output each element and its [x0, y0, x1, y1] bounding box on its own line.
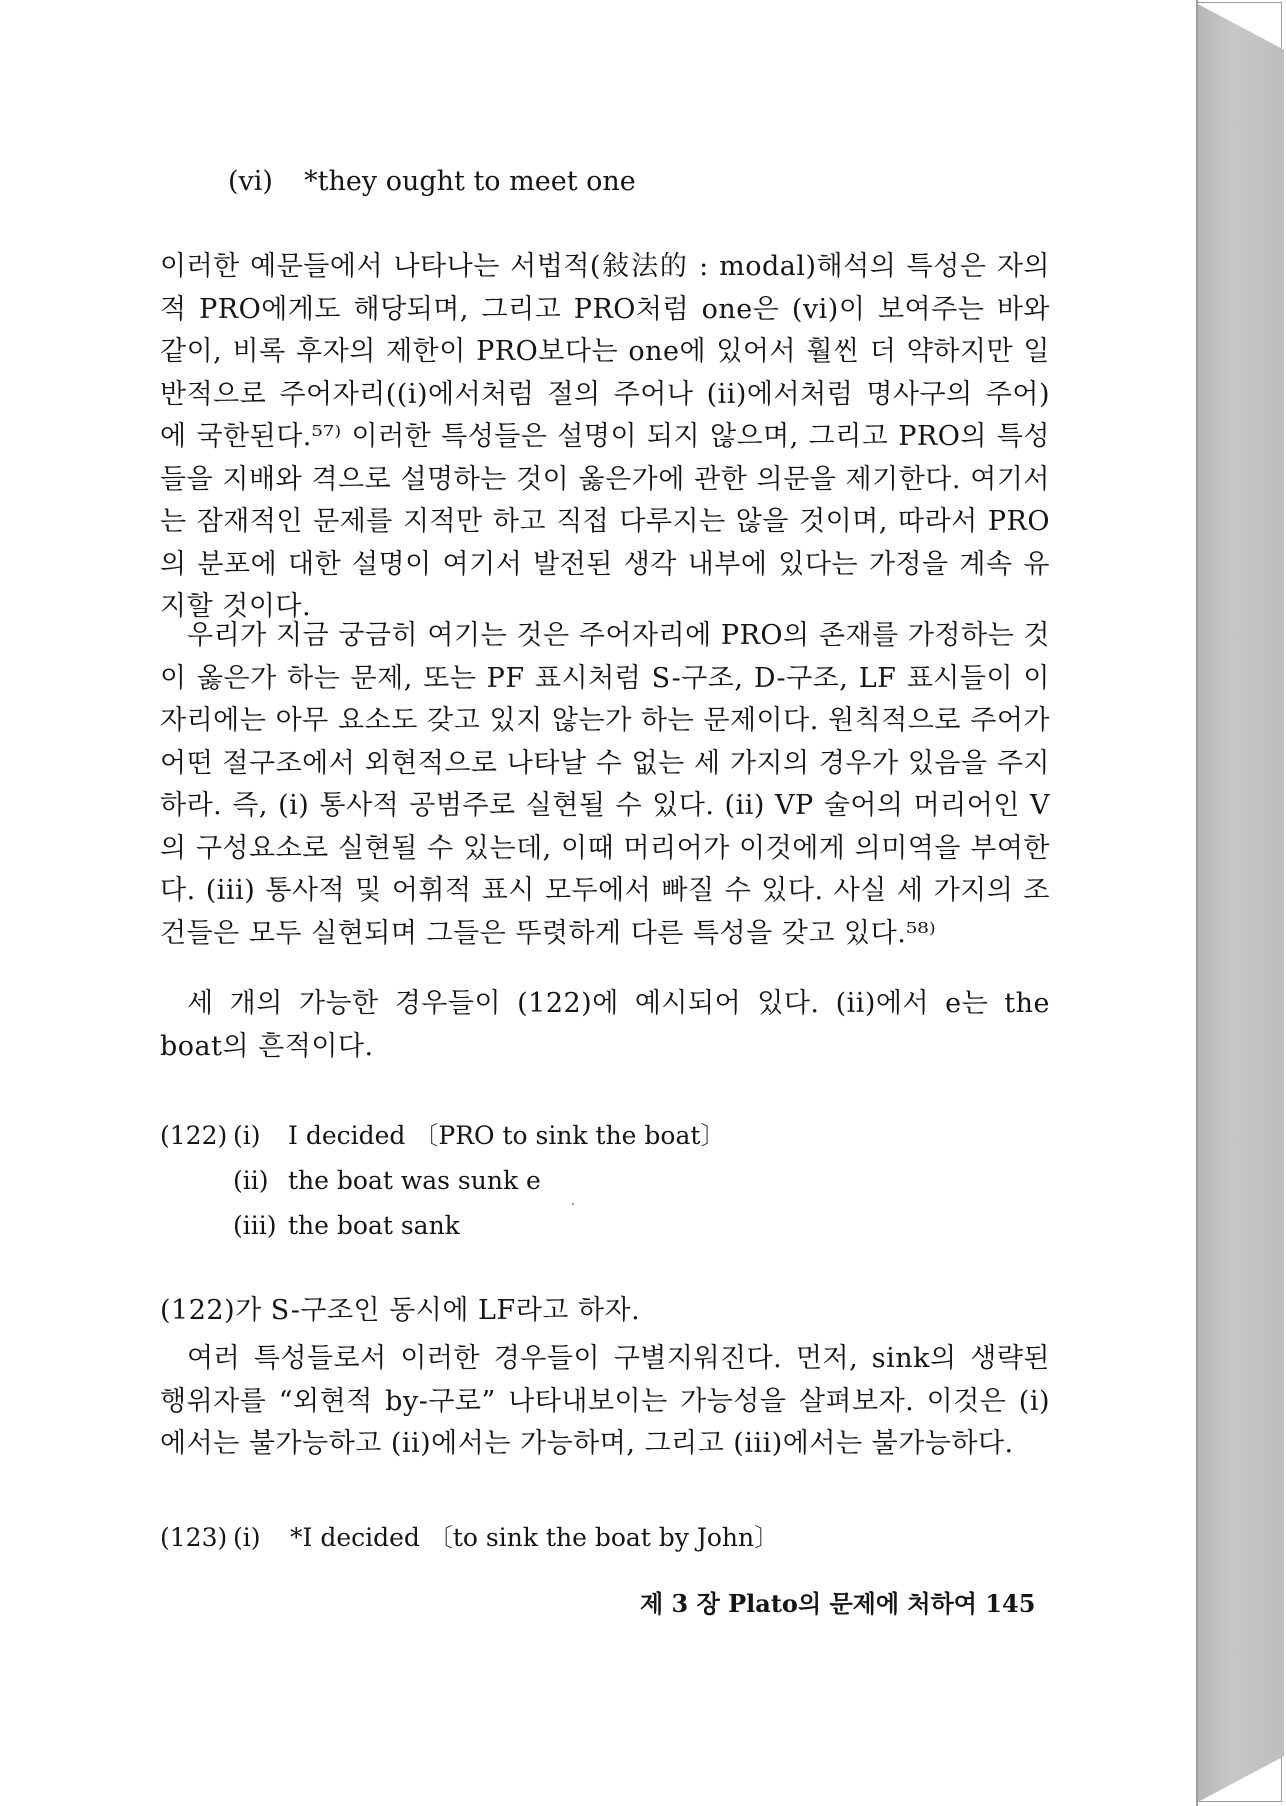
example-122-i-text: I decided 〔PRO to sink the boat〕 — [288, 1121, 726, 1150]
example-vi-label: (vi) — [228, 166, 273, 197]
paragraph-1: 이러한 예문들에서 나타나는 서법적(敍法的 : modal)해석의 특성은 자의적 PRO에게도 해당되며, 그리고 PRO처럼 one은 (vi)이 보여주는 바와 같이, 비록 후자의 제한이 PRO보다는 one에 있어서 훨씬 더 약하지만 일반적으로 주어자리((i)에서처럼 절의 주어나 (ii)에서처럼 명사구의 주어)에 국한된다.⁵⁷⁾ 이러한 특성들은 설명이 되지 않으며, 그리고 PRO의 특성들을 지배와 격으로 설명하는 것이 옳은가에 관한 의문을 제기한다. 여기서는 잠재적인 문제를 지적만 하고 직접 다루지는 않을 것이며, 따라서 PRO의 분포에 대한 설명이 여기서 발전된 생각 내부에 있다는 가정을 계속 유지할 것이다. — [160, 251, 1050, 622]
scan-speck — [572, 1203, 574, 1205]
example-123-i-text: *I decided 〔to sink the boat by John〕 — [290, 1523, 780, 1552]
example-122-i-label: (i) — [233, 1121, 261, 1150]
paragraph-3 — [160, 983, 1050, 1068]
paragraph-5 — [160, 1338, 1050, 1466]
paragraph-2-text: 우리가 지금 궁금히 여기는 것은 주어자리에 PRO의 존재를 가정하는 것이 옳은가 하는 문제, 또는 PF 표시처럼 S-구조, D-구조, LF 표시들이 이 자리에는 아무 요소도 갖고 있지 않는가 하는 문제이다. 원칙적으로 주어가 어떤 절구조에서 외현적으로 나타날 수 없는 세 가지의 경우가 있음을 주지하라. 즉, (i) 통사적 공범주로 실현될 수 있다. (ii) VP 술어의 머리어인 V의 구성요소로 실현될 수 있는데, 이때 머리어가 이것에게 의미역을 부여한다. (iii) 통사적 및 어휘적 표시 모두에서 빠질 수 있다. 사실 세 가지의 조건들은 모두 실현되며 그들은 뚜렷하게 다른 특성을 갖고 있다.⁵⁸⁾ — [160, 620, 1050, 949]
example-123-i-label: (i) — [233, 1523, 261, 1552]
paragraph-5-text: 여러 특성들로서 이러한 경우들이 구별지워진다. 먼저, sink의 생략된 행위자를 “외현적 by-구로” 나타내보이는 가능성을 살펴보자. 이것은 (i)에서는 불가능하고 (ii)에서는 가능하며, 그리고 (iii)에서는 불가능하다. — [160, 1343, 1050, 1459]
example-122-iii-text: the boat sank — [288, 1211, 460, 1240]
example-122-ii-text: the boat was sunk e — [288, 1166, 541, 1195]
paragraph-4: (122)가 S-구조인 동시에 LF라고 하자. — [160, 1295, 641, 1326]
example-122-ii-label: (ii) — [233, 1166, 269, 1195]
example-122-number: (122) — [160, 1121, 228, 1150]
running-footer: 제 3 장 Plato의 문제에 처하여 145 — [640, 1589, 1036, 1618]
paragraph-3-text: 세 개의 가능한 경우들이 (122)에 예시되어 있다. (ii)에서 e는 the boat의 흔적이다. — [160, 988, 1050, 1062]
example-vi-text: *they ought to meet one — [304, 166, 636, 197]
book-edge — [1196, 3, 1284, 1803]
example-122-iii-label: (iii) — [233, 1211, 277, 1240]
paragraph-2 — [160, 615, 1050, 955]
example-123-number: (123) — [160, 1523, 228, 1552]
example-vi — [228, 162, 636, 202]
